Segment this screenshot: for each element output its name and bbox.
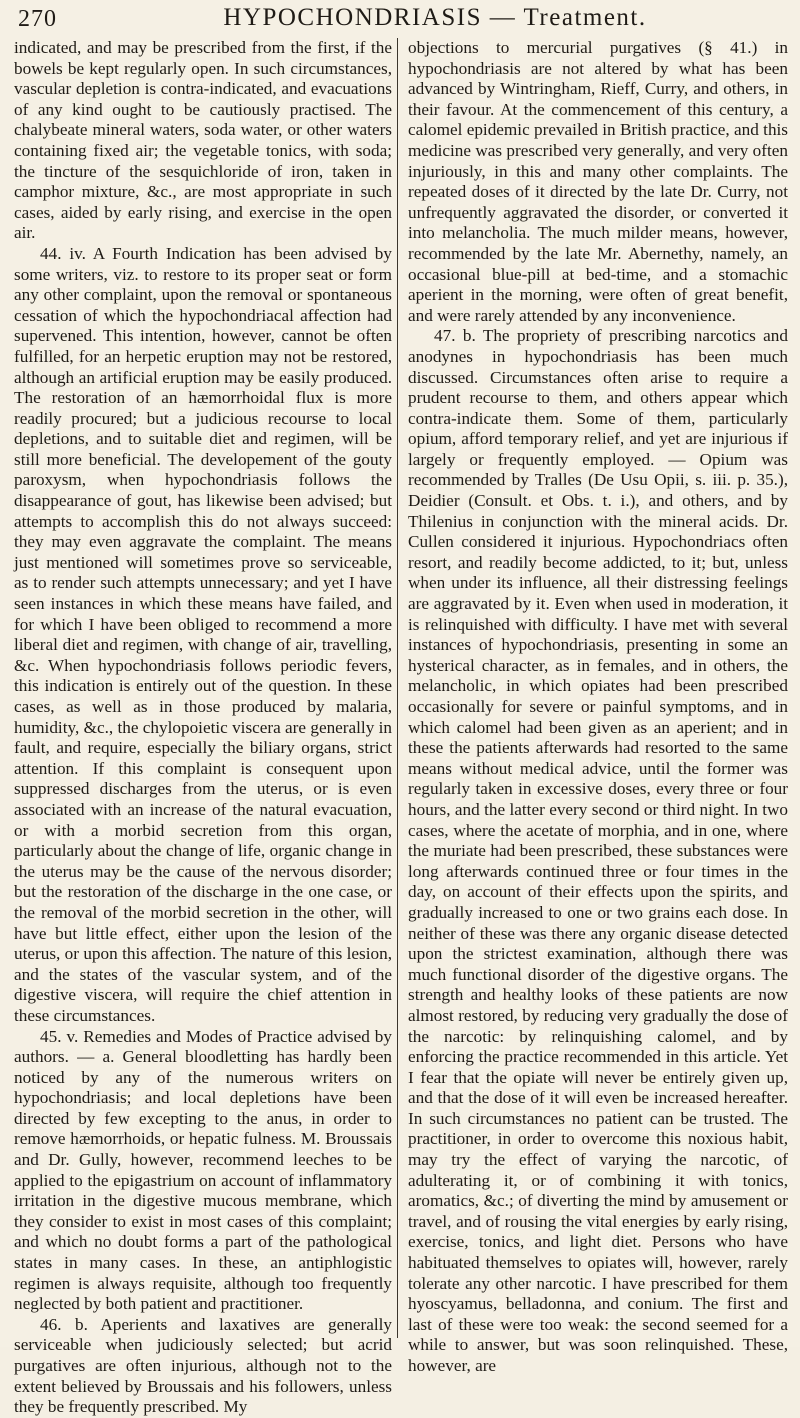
paragraph-continuation-right: objections to mercurial purgatives (§ 41.) in hypochondriasis are not altered by what has been advanced by Wintringham, Rieff, Curry, and others, in their favour. At the commencement of this century, a calomel epidemic prevailed in British practice, and this medicine was prescribed very generally, and very often injuriously, in this and many other complaints. The repeated doses of it directed by the late Dr. Curry, not unfrequently aggravated the disorder, or converted it into melancholia. The much milder means, however, recommended by the late Mr. Abernethy, namely, an occasional blue-pill at bed-time, and a stomachic aperient in the morning, were often of great benefit, and were rarely attended by any inconvenience. — [408, 38, 788, 325]
right-column — [408, 38, 788, 1377]
paragraph-44: 44. iv. A Fourth Indication has been advised by some writers, viz. to restore to its proper seat or form any other complaint, upon the removal or spontaneous cessation of which the hypochondriacal affection had supervened. This intention, however, cannot be often fulfilled, for an herpetic eruption may not be restored, although an artificial eruption may be easily produced. The restoration of an hæmorrhoidal flux is more readily procured; but a judicious recourse to local depletions, and to suitable diet and regimen, will be still more beneficial. The developement of the gouty paroxysm, when hypochondriasis follows the disappearance of gout, has likewise been advised; but attempts to accomplish this do not always succeed: they may even aggravate the complaint. The means just mentioned will sometimes prove so serviceable, as to render such attempts unnecessary; and yet I have seen instances in which these means have failed, and for which I have been obliged to recommend a more liberal diet and regimen, with change of air, travelling, &c. When hypochondriasis follows periodic fevers, this indication is entirely out of the question. In these cases, as well as in those produced by malaria, humidity, &c., the chylopoietic viscera are generally in fault, and require, especially the biliary organs, strict attention. If this complaint is consequent upon suppressed discharges from the uterus, or is even associated with an increase of the natural evacuation, or with a morbid secretion from this organ, particularly about the change of life, organic change in the uterus may be the cause of the nervous disorder; but the restoration of the discharge in the one case, or the removal of the morbid secretion in the other, will have but little effect, either upon the lesion of the uterus, or upon this affection. The nature of this lesion, and the states of the vascular system, and of the digestive viscera, will require the chief attention in these circumstances. — [14, 243, 392, 1025]
paragraph-47: 47. b. The propriety of prescribing narcotics and anodynes in hypochondriasis has been much discussed. Circumstances often arise to require a prudent recourse to them, and others appear which contra-indicate them. Some of them, particularly opium, afford temporary relief, and yet are injurious if largely or frequently employed. — Opium was recommended by Tralles (De Usu Opii, s. iii. p. 35.), Deidier (Consult. et Obs. t. i.), and others, and by Thilenius in conjunction with the mineral acids. Dr. Cullen considered it injurious. Hypochondriacs often resort, and readily become addicted, to it; but, unless when under its influence, all their distressing feelings are aggravated by it. Even when used in moderation, it is relinquished with difficulty. I have met with several instances of hypochondriasis, presenting in some an hysterical character, as in females, and in others, the melancholic, in which opiates had been prescribed occasionally for severe or painful symptoms, and in which calomel had been given as an aperient; and in these the patients afterwards had resorted to the same means without medical advice, until the former was regularly taken in excessive doses, every three or four hours, and the latter every second or third night. In two cases, where the acetate of morphia, and in one, where the muriate had been prescribed, these substances were long afterwards continued three or four times in the day, on account of their effects upon the spirits, and gradually increased to one or two grains each dose. In neither of these was there any organic disease detected upon the strictest examination, although there was much functional disorder of the digestive organs. The strength and healthy looks of these patients are now almost restored, by reducing very gradually the dose of the narcotic: by relinquishing calomel, and by enforcing the practice recommended in this article. Yet I fear that the opiate will never be entirely given up, and that the dose of it will even be increased hereafter. In such circumstances no patient can be trusted. The practitioner, in order to overcome this noxious habit, may try the effect of varying the narcotic, of adulterating it, or of combining it with tonics, aromatics, &c.; of diverting the mind by amusement or travel, and of rousing the vital energies by early rising, exercise, tonics, and light diet. Persons who have habituated themselves to opiates will, however, rarely tolerate any other narcotic. I have prescribed for them hyoscyamus, belladonna, and conium. The first and last of these were too weak: the second seemed for a while to answer, but was soon relinquished. These, however, are — [408, 326, 788, 1375]
paragraph-45: 45. v. Remedies and Modes of Practice advised by authors. — a. General bloodletting has hardly been noticed by any of the numerous writers on hypochondriasis; and local depletions have been directed by few excepting to the anus, in order to remove hæmorrhoids, or hepatic fulness. M. Broussais and Dr. Gully, however, recommend leeches to be applied to the epigastrium on account of inflammatory irritation in the digestive mucous membrane, which they consider to exist in most cases of this complaint; and which no doubt forms a part of the pathological states in many cases. In these, an antiphlogistic regimen is always requisite, although too frequently neglected by both patient and practitioner. — [14, 1026, 392, 1314]
left-column — [14, 38, 392, 1418]
paragraph-46: 46. b. Aperients and laxatives are generally serviceable when judiciously selected; but acrid purgatives are often injurious, although not to the extent believed by Broussais and his followers, unless they be frequently prescribed. My — [14, 1314, 392, 1417]
paragraph-continuation: indicated, and may be prescribed from the first, if the bowels be kept regularly open. In such circumstances, vascular depletion is contra-indicated, and evacuations of any kind ought to be cautiously practised. The chalybeate mineral waters, soda water, or other waters containing fixed air; the vegetable tonics, with soda; the tincture of the sesquichloride of iron, taken in camphor mixture, &c., are most appropriate in such cases, aided by early rising, and exercise in the open air. — [14, 38, 392, 243]
page-number: 270 — [18, 6, 57, 32]
page-header — [14, 4, 786, 38]
running-title: HYPOCHONDRIASIS — Treatment. — [223, 4, 647, 31]
column-divider — [397, 38, 398, 1338]
